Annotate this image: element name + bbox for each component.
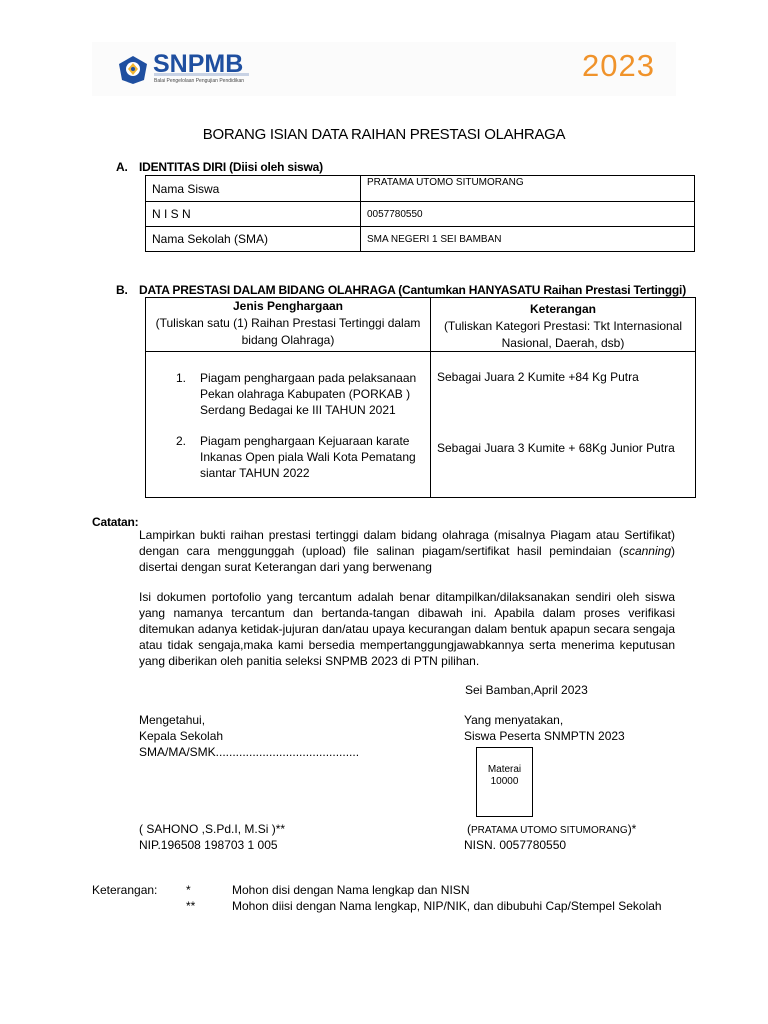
left-line-1: Mengetahui, <box>139 713 206 727</box>
identity-label: Nama Sekolah (SMA) <box>146 227 361 252</box>
identity-table <box>145 175 695 252</box>
col-title-keterangan: Keterangan <box>529 302 597 316</box>
item-keterangan: Sebagai Juara 2 Kumite +84 Kg Putra <box>437 370 639 384</box>
right-line-1: Yang menyatakan, <box>464 713 564 727</box>
catatan-label: Catatan: <box>92 515 139 529</box>
identity-value-name: PRATAMA UTOMO SITUMORANG <box>361 176 695 202</box>
section-a-letter: A. <box>116 160 128 174</box>
bracket: ( <box>467 822 471 836</box>
stamp-value: 10000 <box>490 776 519 787</box>
paragraph-text: ) disertai dengan surat Keterangan dari yang berwenang <box>139 544 675 574</box>
item-keterangan: Sebagai Juara 3 Kumite + 68Kg Junior Putra <box>437 441 675 455</box>
table-row <box>146 176 695 202</box>
section-a-heading: IDENTITAS DIRI (Diisi oleh siswa) <box>139 160 323 174</box>
col-header-jenis <box>146 298 430 349</box>
place-date: Sei Bamban,April 2023 <box>465 683 588 697</box>
identity-value-nisn: 0057780550 <box>361 202 695 227</box>
note-text: Mohon diisi dengan Nama lengkap, NIP/NIK, dan dibubuhi Cap/Stempel Sekolah <box>232 899 662 913</box>
section-b-letter: B. <box>116 283 128 297</box>
headmaster-nip: NIP.196508 198703 1 005 <box>139 838 278 852</box>
catatan-paragraph-1 <box>139 527 675 575</box>
headmaster-name: ( SAHONO ,S.Pd.I, M.Si )** <box>139 822 286 836</box>
tut-wuri-handayani-emblem-icon <box>116 54 150 86</box>
logo-subtitle: Balai Pengelolaan Pengujian Pendidikan <box>154 78 245 84</box>
note-mark: ** <box>186 899 196 913</box>
logo-tagline-bar <box>154 73 249 76</box>
identity-label: Nama Siswa <box>146 176 361 202</box>
right-line-2: Siswa Peserta SNMPTN 2023 <box>464 729 625 743</box>
identity-label: N I S N <box>146 202 361 227</box>
left-line-3: SMA/MA/SMK........................................... <box>139 745 360 759</box>
keterangan-label: Keterangan: <box>92 883 158 897</box>
item-number: 2. <box>176 434 187 448</box>
catatan-paragraph-2: Isi dokumen portofolio yang tercantum adalah benar ditampilkan/dilaksanakan sendiri oleh siswa yang namanya tercantum dan bertanda-tangan dibawah ini. Apabila dalam proses verifikasi ditemukan adanya ketidak-jujuran dan/atau upaya kecurangan dalam bentuk apapun secara sengaja atau tidak sengaja,maka kami bersedia mempertanggungjawabkannya serta menerima keputusan yang diberikan oleh panitia seleksi SNPMB 2023 di PTN pilihan. <box>139 590 675 668</box>
student-name: PRATAMA UTOMO SITUMORANG <box>471 825 628 836</box>
col-header-keterangan <box>431 301 695 352</box>
snpmb-logo-text: SNPMB <box>153 50 244 78</box>
col-note-jenis-2: bidang Olahraga) <box>241 333 335 347</box>
item-text: Piagam penghargaan pada pelaksanaan Pekan olahraga Kabupaten (PORKAB ) Serdang Bedagai ke III TAHUN 2021 <box>200 371 417 417</box>
materai-stamp-box <box>476 747 533 817</box>
item-text: Piagam penghargaan Kejuaraan karate Inkanas Open piala Wali Kota Pematang siantar TAHUN 2022 <box>200 434 416 480</box>
paragraph-emphasis: scanning <box>622 544 671 558</box>
col-note-keterangan-2: Nasional, Daerah, dsb) <box>501 336 625 350</box>
header-banner <box>92 42 676 96</box>
stamp-label: Materai <box>487 764 522 775</box>
form-title: BORANG ISIAN DATA RAIHAN PRESTASI OLAHRAGA <box>202 126 566 143</box>
table-row <box>146 227 695 252</box>
note-text: Mohon disi dengan Nama lengkap dan NISN <box>232 883 470 897</box>
left-line-2: Kepala Sekolah <box>139 729 224 743</box>
col-note-jenis: (Tuliskan satu (1) Raihan Prestasi Tertinggi dalam <box>155 316 421 330</box>
col-note-keterangan: (Tuliskan Kategori Prestasi: Tkt Internasional <box>443 319 683 333</box>
item-number: 1. <box>176 371 187 385</box>
note-mark: * <box>186 883 191 897</box>
paragraph-text: Lampirkan bukti raihan prestasi tertinggi dalam bidang olahraga (misalnya Piagam atau Sertifikat) dengan cara menggunggah (upload) file salinan piagam/sertifikat hasil pemindaian ( <box>139 528 675 558</box>
header-year: 2023 <box>582 48 655 83</box>
table-row <box>146 202 695 227</box>
student-name-line <box>467 822 636 836</box>
achievement-table <box>145 297 696 498</box>
identity-value-school: SMA NEGERI 1 SEI BAMBAN <box>361 227 695 252</box>
section-b-heading: DATA PRESTASI DALAM BIDANG OLAHRAGA (Cantumkan HANYASATU Raihan Prestasi Tertinggi) <box>139 283 686 297</box>
col-title-jenis: Jenis Penghargaan <box>232 299 344 313</box>
student-nisn: NISN. 0057780550 <box>464 838 567 852</box>
bracket: )* <box>627 822 637 836</box>
